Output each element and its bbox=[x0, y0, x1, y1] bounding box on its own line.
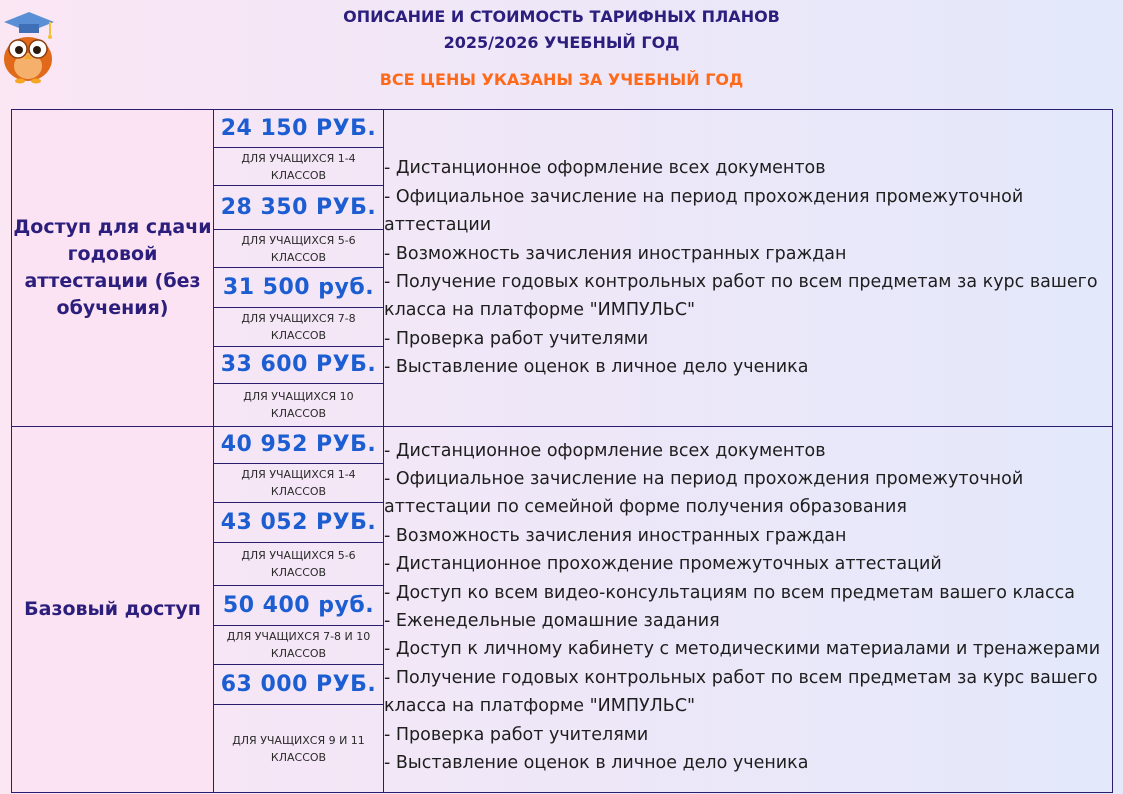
plan-name-basic-access: Базовый доступ bbox=[12, 427, 214, 793]
plan-features-basic-access bbox=[384, 427, 1113, 793]
price-value: 28 350 РУБ. bbox=[214, 186, 384, 230]
pricing-table bbox=[11, 109, 1113, 793]
grade-label: ДЛЯ УЧАЩИХСЯ 7-8 И 10 КЛАССОВ bbox=[214, 626, 384, 665]
feature-item: - Проверка работ учителями bbox=[384, 328, 649, 349]
price-value: 24 150 РУБ. bbox=[214, 110, 384, 148]
feature-item: - Дистанционное оформление всех документов bbox=[384, 440, 826, 461]
feature-item: - Проверка работ учителями bbox=[384, 724, 649, 745]
grade-label: ДЛЯ УЧАЩИХСЯ 10 КЛАССОВ bbox=[214, 384, 384, 427]
feature-item: - Получение годовых контрольных работ по всем предметам за курс вашего класса на платформе "ИМПУЛЬС" bbox=[384, 667, 1098, 717]
grade-label: ДЛЯ УЧАЩИХСЯ 9 И 11 КЛАССОВ bbox=[214, 705, 384, 793]
school-year: 2025/2026 УЧЕБНЫЙ ГОД bbox=[443, 33, 680, 52]
feature-item: - Возможность зачисления иностранных граждан bbox=[384, 243, 847, 264]
price-value: 40 952 РУБ. bbox=[214, 427, 384, 464]
page-title: ОПИСАНИЕ И СТОИМОСТЬ ТАРИФНЫХ ПЛАНОВ bbox=[343, 7, 780, 26]
feature-item: - Выставление оценок в личное дело ученика bbox=[384, 357, 809, 378]
feature-item: - Выставление оценок в личное дело ученика bbox=[384, 753, 809, 774]
price-value: 43 052 РУБ. bbox=[214, 503, 384, 543]
grade-label: ДЛЯ УЧАЩИХСЯ 7-8 КЛАССОВ bbox=[214, 308, 384, 347]
price-value: 50 400 руб. bbox=[214, 586, 384, 626]
feature-item: - Дистанционное оформление всех документов bbox=[384, 158, 826, 179]
feature-item: - Получение годовых контрольных работ по всем предметам за курс вашего класса на платформе "ИМПУЛЬС" bbox=[384, 272, 1098, 321]
feature-item: - Дистанционное прохождение промежуточных аттестаций bbox=[384, 554, 942, 575]
feature-item: - Доступ к личному кабинету с методическими материалами и тренажерами bbox=[384, 639, 1101, 660]
grade-label: ДЛЯ УЧАЩИХСЯ 1-4 КЛАССОВ bbox=[214, 464, 384, 503]
feature-item: - Возможность зачисления иностранных граждан bbox=[384, 525, 847, 546]
grade-label: ДЛЯ УЧАЩИХСЯ 5-6 КЛАССОВ bbox=[214, 230, 384, 268]
price-value: 31 500 руб. bbox=[214, 268, 384, 308]
feature-item: - Официальное зачисление на период прохождения промежуточной аттестации bbox=[384, 186, 1024, 236]
feature-item: - Доступ ко всем видео-консультациям по всем предметам вашего класса bbox=[384, 582, 1075, 603]
grade-label: ДЛЯ УЧАЩИХСЯ 1-4 КЛАССОВ bbox=[214, 148, 384, 186]
plan-name-exam-access: Доступ для сдачи годовой аттестации (без обучения) bbox=[12, 110, 214, 427]
plan-features-exam-access bbox=[384, 110, 1113, 427]
price-note: ВСЕ ЦЕНЫ УКАЗАНЫ ЗА УЧЕБНЫЙ ГОД bbox=[379, 70, 744, 89]
price-value: 63 000 РУБ. bbox=[214, 665, 384, 705]
feature-item: - Официальное зачисление на период прохождения промежуточной аттестации по семейной форме получения образования bbox=[384, 468, 1024, 518]
feature-item: - Еженедельные домашние задания bbox=[384, 611, 720, 631]
grade-label: ДЛЯ УЧАЩИХСЯ 5-6 КЛАССОВ bbox=[214, 543, 384, 586]
price-value: 33 600 РУБ. bbox=[214, 347, 384, 384]
